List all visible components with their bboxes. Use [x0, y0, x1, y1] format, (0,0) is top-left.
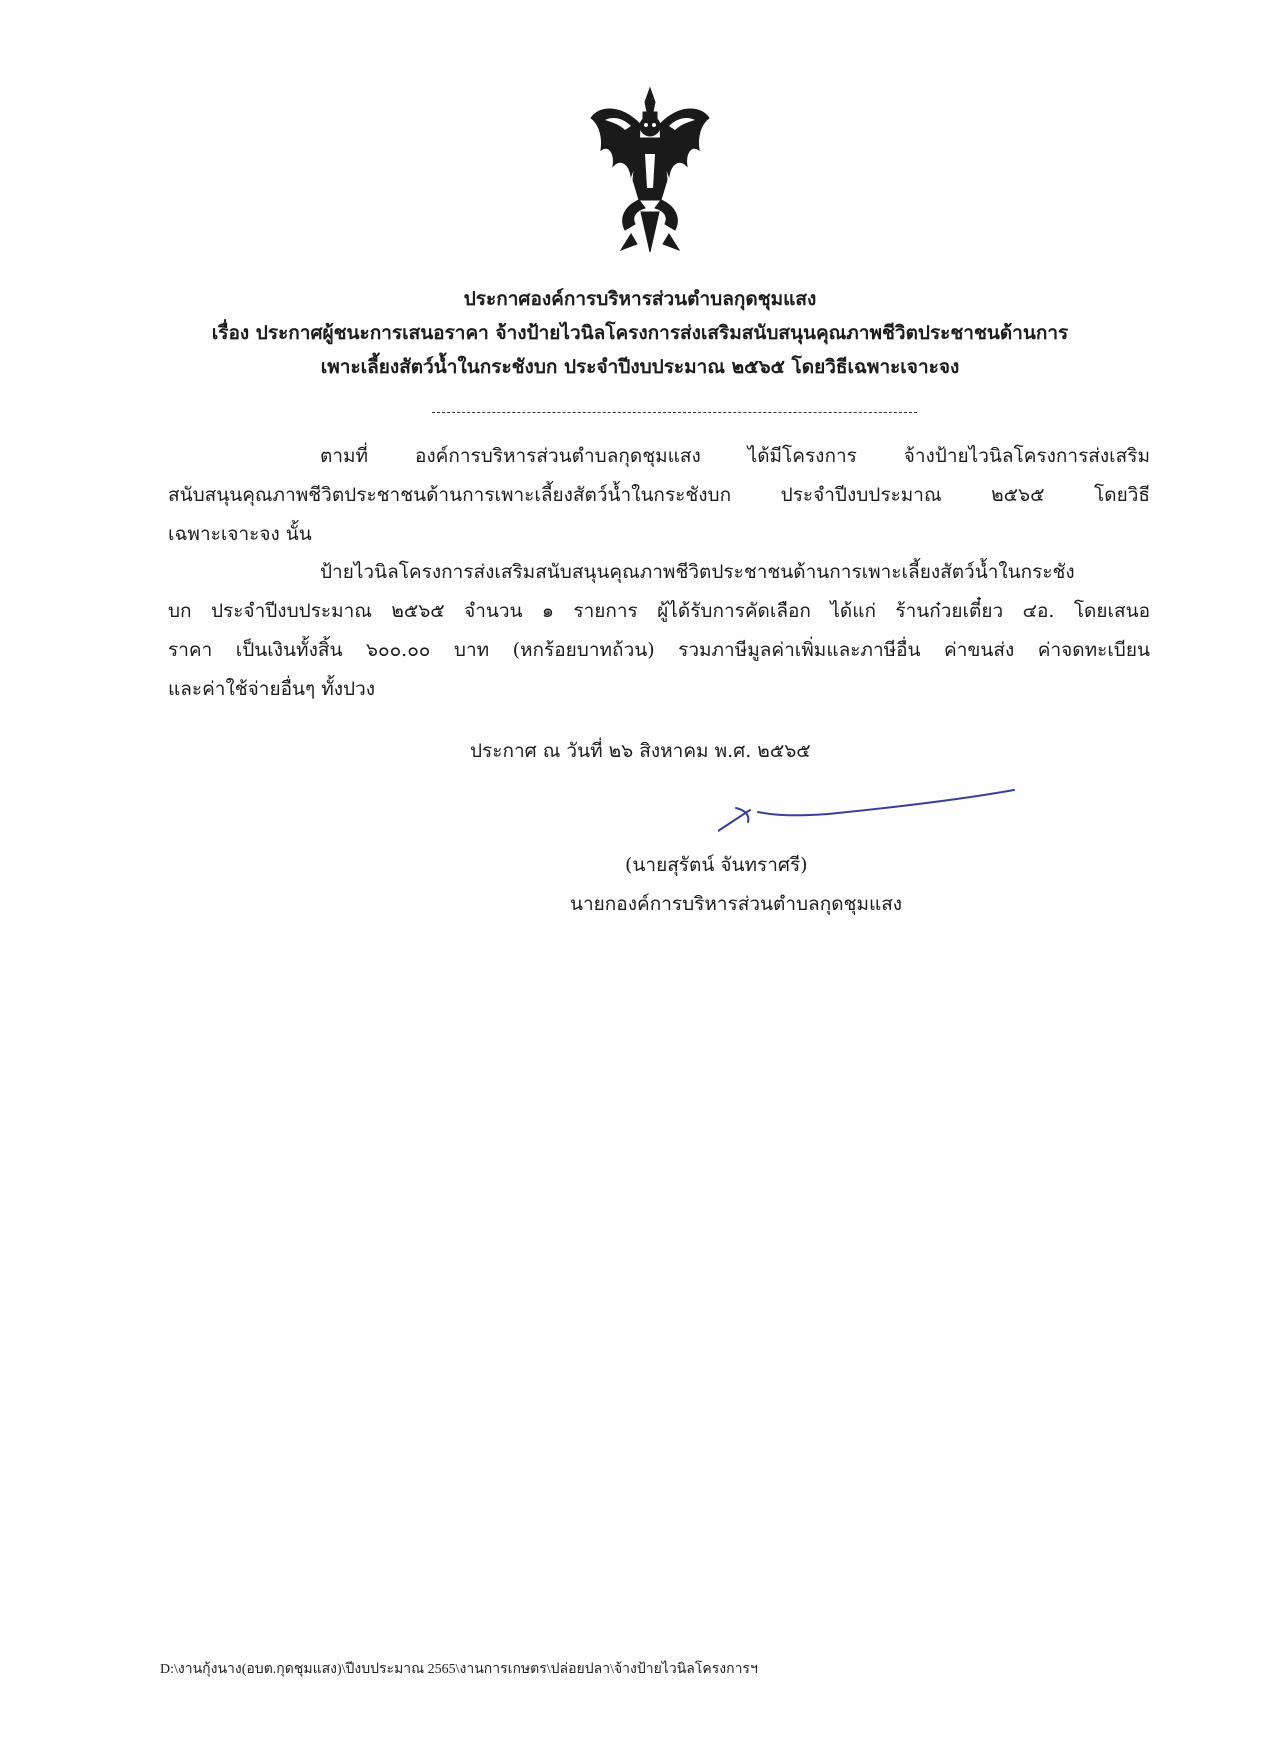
body-paragraph-1	[168, 437, 1150, 554]
paragraph-line: และค่าใช้จ่ายอื่นๆ ทั้งปวง	[168, 678, 376, 700]
handwritten-signature	[718, 786, 1018, 836]
document-header	[150, 282, 1130, 384]
signer-title: นายกองค์การบริหารส่วนตำบลกุดชุมแสง	[570, 893, 903, 915]
announcement-date: ประกาศ ณ วันที่ ๒๖ สิงหาคม พ.ศ. ๒๕๖๕	[470, 740, 811, 762]
paragraph-line: ราคา เป็นเงินทั้งสิ้น ๖๐๐.๐๐ บาท (หกร้อยบาทถ้วน) รวมภาษีมูลค่าเพิ่มและภาษีอื่น ค่าขนส่ง ค่าจดทะเบียน	[168, 639, 1150, 661]
header-line-2: เรื่อง ประกาศผู้ชนะการเสนอราคา จ้างป้ายไวนิลโครงการส่งเสริมสนับสนุนคุณภาพชีวิตประชาชนด้านการ	[211, 322, 1069, 344]
footer-file-path: D:\งานกุ้งนาง(อบต.กุดชุมแสง)\ปีงบประมาณ 2565\งานการเกษตร\ปล่อยปลา\จ้างป้ายไวนิลโครงการฯ	[160, 1662, 758, 1677]
body-paragraph-2	[168, 553, 1150, 709]
paragraph-line: บก ประจำปีงบประมาณ ๒๕๖๕ จำนวน ๑ รายการ ผู้ได้รับการคัดเลือก ได้แก่ ร้านก๋วยเตี๋ยว ๔อ. โดยเสนอ	[168, 600, 1150, 622]
header-divider	[432, 412, 917, 413]
paragraph-line: เฉพาะเจาะจง นั้น	[168, 523, 312, 545]
paragraph-line: ป้ายไวนิลโครงการส่งเสริมสนับสนุนคุณภาพชีวิตประชาชนด้านการเพาะเลี้ยงสัตว์น้ำในกระชัง	[320, 561, 1075, 583]
signer-name: (นายสุรัตน์ จันทราศรี)	[625, 854, 808, 876]
garuda-seal-icon	[585, 84, 715, 259]
paragraph-line: ตามที่ องค์การบริหารส่วนตำบลกุดชุมแสง ได้มีโครงการ จ้างป้ายไวนิลโครงการส่งเสริม	[320, 445, 1150, 467]
header-line-1: ประกาศองค์การบริหารส่วนตำบลกุดชุมแสง	[463, 288, 817, 310]
header-line-3: เพาะเลี้ยงสัตว์น้ำในกระชังบก ประจำปีงบประมาณ ๒๕๖๕ โดยวิธีเฉพาะเจาะจง	[320, 356, 960, 378]
paragraph-line: สนับสนุนคุณภาพชีวิตประชาชนด้านการเพาะเลี้ยงสัตว์น้ำในกระชังบก ประจำปีงบประมาณ ๒๕๖๕ โดยวิธี	[168, 484, 1150, 506]
